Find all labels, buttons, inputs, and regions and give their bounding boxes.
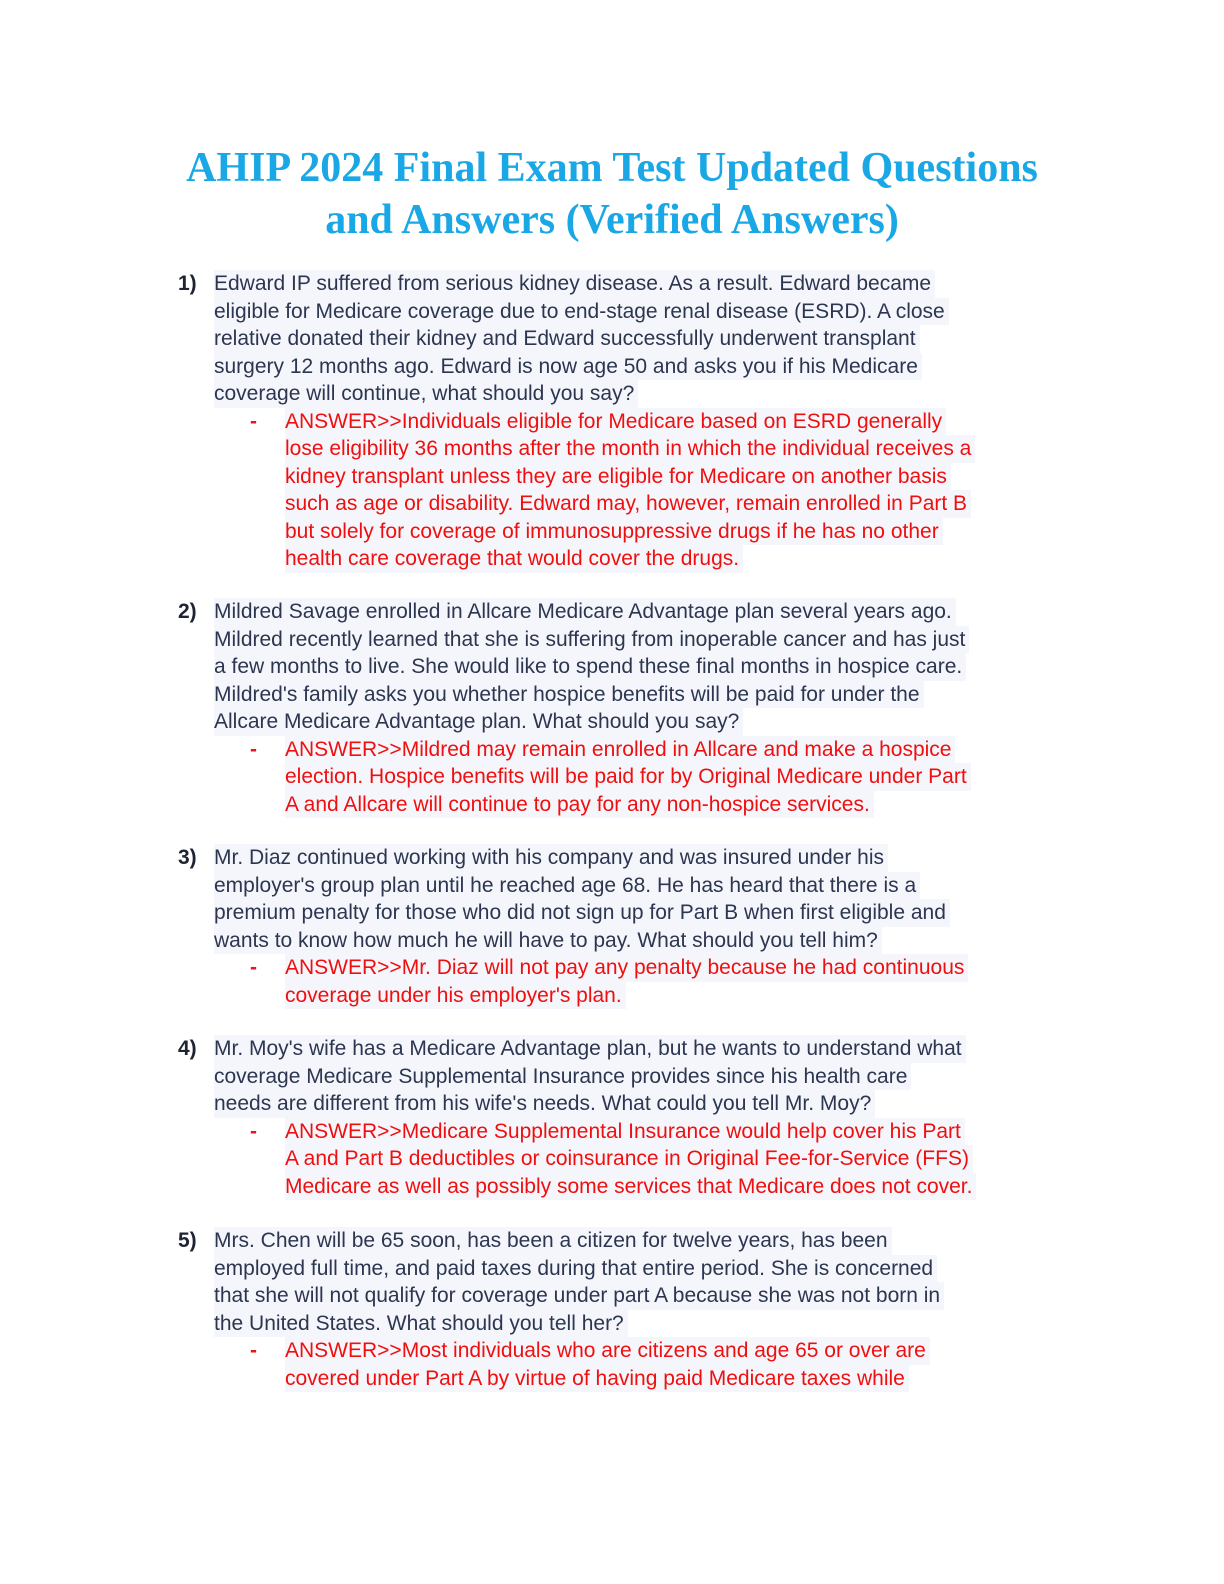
question-line: relative donated their kidney and Edward successfully underwent transplant [214, 325, 920, 353]
answer-line: such as age or disability. Edward may, however, remain enrolled in Part B [285, 490, 971, 518]
question-line: employed full time, and paid taxes during that entire period. She is concerned [214, 1255, 937, 1283]
answer-line: ANSWER>>Medicare Supplemental Insurance would help cover his Part [285, 1118, 965, 1146]
question-line: wants to know how much he will have to pay. What should you tell him? [214, 927, 882, 955]
question-line: coverage will continue, what should you say? [214, 380, 638, 408]
question-line: Mrs. Chen will be 65 soon, has been a citizen for twelve years, has been [214, 1227, 892, 1255]
question-number: 2) [178, 600, 197, 623]
question-line: premium penalty for those who did not sign up for Part B when first eligible and [214, 899, 950, 927]
question-text [214, 270, 949, 408]
title-line-2: and Answers (Verified Answers) [325, 197, 899, 243]
answer-line: health care coverage that would cover the drugs. [285, 545, 743, 573]
question-number: 1) [178, 272, 197, 295]
answer-text [285, 1337, 930, 1392]
question-line: surgery 12 months ago. Edward is now age 50 and asks you if his Medicare [214, 353, 922, 381]
answer-line: Medicare as well as possibly some services that Medicare does not cover. [285, 1173, 976, 1201]
answer-line: covered under Part A by virtue of having paid Medicare taxes while [285, 1365, 909, 1393]
question-line: employer's group plan until he reached age 68. He has heard that there is a [214, 872, 920, 900]
question-text [214, 1227, 944, 1337]
answer-line: ANSWER>>Mildred may remain enrolled in Allcare and make a hospice [285, 736, 955, 764]
answer-text [285, 1118, 976, 1201]
question-line: a few months to live. She would like to spend these final months in hospice care. [214, 653, 966, 681]
answer-bullet-icon: - [250, 1119, 257, 1143]
question-line: Edward IP suffered from serious kidney disease. As a result. Edward became [214, 270, 935, 298]
question-line: Mildred's family asks you whether hospice benefits will be paid for under the [214, 681, 924, 709]
answer-text [285, 954, 968, 1009]
question-number: 5) [178, 1229, 197, 1252]
answer-bullet-icon: - [250, 1339, 257, 1362]
answer-line: A and Allcare will continue to pay for any non-hospice services. [285, 791, 874, 819]
question-text [214, 844, 950, 954]
question-line: Mildred Savage enrolled in Allcare Medicare Advantage plan several years ago. [214, 598, 956, 626]
answer-line: coverage under his employer's plan. [285, 982, 626, 1010]
question-line: Mildred recently learned that she is suffering from inoperable cancer and has just [214, 626, 969, 654]
answer-bullet-icon: - [250, 956, 257, 979]
answer-text [285, 736, 971, 819]
question-line: eligible for Medicare coverage due to end-stage renal disease (ESRD). A close [214, 298, 949, 326]
answer-bullet-icon: - [250, 737, 257, 761]
answer-line: election. Hospice benefits will be paid for by Original Medicare under Part [285, 763, 971, 791]
answer-line: ANSWER>>Individuals eligible for Medicare based on ESRD generally [285, 408, 946, 436]
document-title [140, 142, 1084, 246]
question-line: that she will not qualify for coverage under part A because she was not born in [214, 1282, 944, 1310]
question-line: Mr. Diaz continued working with his company and was insured under his [214, 844, 888, 872]
answer-line: ANSWER>>Mr. Diaz will not pay any penalty because he had continuous [285, 954, 968, 982]
answer-line: lose eligibility 36 months after the month in which the individual receives a [285, 435, 975, 463]
question-line: the United States. What should you tell her? [214, 1310, 628, 1338]
question-line: Allcare Medicare Advantage plan. What should you say? [214, 708, 743, 736]
title-line-1: AHIP 2024 Final Exam Test Updated Questions [186, 145, 1038, 191]
answer-line: ANSWER>>Most individuals who are citizens and age 65 or over are [285, 1337, 930, 1365]
question-line: needs are different from his wife's needs. What could you tell Mr. Moy? [214, 1090, 875, 1118]
question-text [214, 598, 969, 736]
answer-text [285, 408, 975, 573]
answer-line: A and Part B deductibles or coinsurance in Original Fee-for-Service (FFS) [285, 1145, 973, 1173]
question-text [214, 1035, 966, 1118]
question-number: 3) [178, 846, 197, 869]
answer-line: but solely for coverage of immunosuppressive drugs if he has no other [285, 518, 943, 546]
question-line: Mr. Moy's wife has a Medicare Advantage plan, but he wants to understand what [214, 1035, 966, 1063]
answer-line: kidney transplant unless they are eligible for Medicare on another basis [285, 463, 951, 491]
question-number: 4) [178, 1037, 197, 1060]
question-line: coverage Medicare Supplemental Insurance provides since his health care [214, 1063, 911, 1091]
answer-bullet-icon: - [250, 409, 257, 433]
